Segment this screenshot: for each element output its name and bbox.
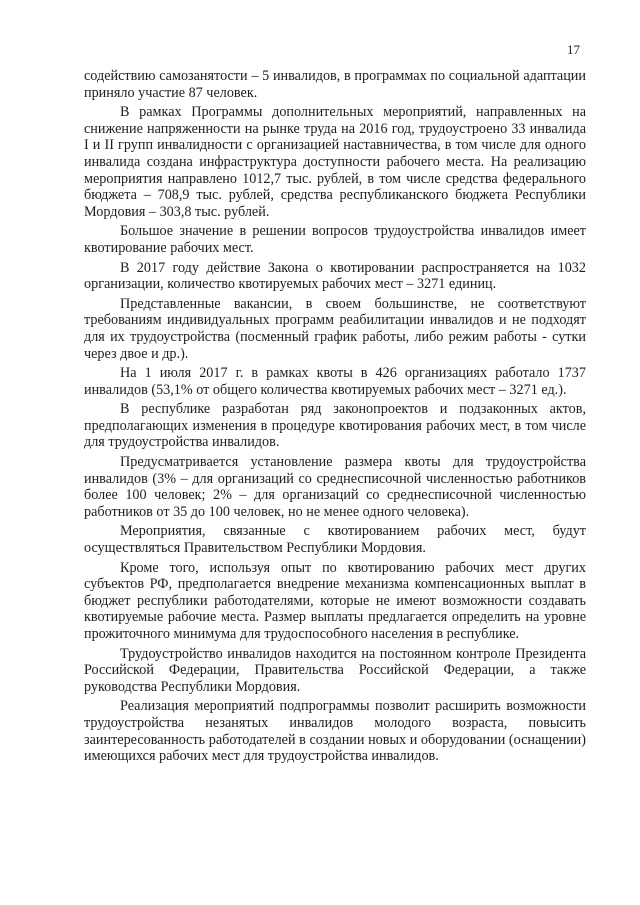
- paragraph-program-measures: В рамках Программы дополнительных мероприятий, направленных на снижение напряженности на рынке труда на 2016 год, трудоустроено 33 инвалида I и II групп инвалидности с организацией наставничества, в том числе для одного инвалида создана инфраструктура доступности рабочего места. На реализацию мероприятия направлено 1012,7 тыс. рублей, в том числе средства федерального бюджета – 708,9 тыс. рублей, средства республиканского бюджета Республики Мордовия – 303,8 тыс. рублей.: [84, 104, 586, 220]
- document-body: [84, 68, 586, 765]
- paragraph-quota-importance: Большое значение в решении вопросов трудоустройства инвалидов имеет квотирование рабочих мест.: [84, 223, 586, 256]
- paragraph-control: Трудоустройство инвалидов находится на постоянном контроле Президента Российской Федерации, Правительства Российской Федерации, а также руководства Республики Мордовия.: [84, 645, 586, 695]
- paragraph-quota-size: Предусматривается установление размера квоты для трудоустройства инвалидов (3% – для организаций со среднесписочной численностью работников более 100 человек; 2% – для организаций со среднесписочной численностью работников от 35 до 100 человек, но не менее одного человека).: [84, 454, 586, 520]
- paragraph-subprogram-result: Реализация мероприятий подпрограммы позволит расширить возможности трудоустройства незанятых инвалидов молодого возраста, повысить заинтересованность работодателей в создании новых и оборудовании (оснащении) имеющихся рабочих мест для трудоустройства инвалидов.: [84, 698, 586, 765]
- paragraph-government-role: Мероприятия, связанные с квотированием рабочих мест, будут осуществляться Правительством Республики Мордовия.: [84, 523, 586, 557]
- paragraph-continuation: содействию самозанятости – 5 инвалидов, в программах по социальной адаптации приняло участие 87 человек.: [84, 68, 586, 101]
- page-number: 17: [567, 42, 580, 57]
- paragraph-draft-laws: В республике разработан ряд законопроектов и подзаконных актов, предполагающих изменения в процедуре квотирования рабочих мест, в том числе для трудоустройства инвалидов.: [84, 401, 586, 451]
- paragraph-july-2017: На 1 июля 2017 г. в рамках квоты в 426 организациях работало 1737 инвалидов (53,1% от общего количества квотируемых рабочих мест – 3271 ед.).: [84, 365, 586, 398]
- paragraph-compensation: Кроме того, используя опыт по квотированию рабочих мест других субъектов РФ, предполагается внедрение механизма компенсационных выплат в бюджет республики работодателями, которые не имеют возможности создавать квотируемые рабочие места. Размер выплаты предлагается определить на уровне прожиточного минимума для трудоспособного населения в республике.: [84, 559, 586, 642]
- paragraph-quota-law-2017: В 2017 году действие Закона о квотировании распространяется на 1032 организации, количество квотируемых рабочих мест – 3271 единиц.: [84, 259, 586, 293]
- paragraph-vacancies: Представленные вакансии, в своем большинстве, не соответствуют требованиям индивидуальных программ реабилитации инвалидов и не подходят для их трудоустройства (посменный график работы, либо режим работы - сутки через двое и др.).: [84, 295, 586, 362]
